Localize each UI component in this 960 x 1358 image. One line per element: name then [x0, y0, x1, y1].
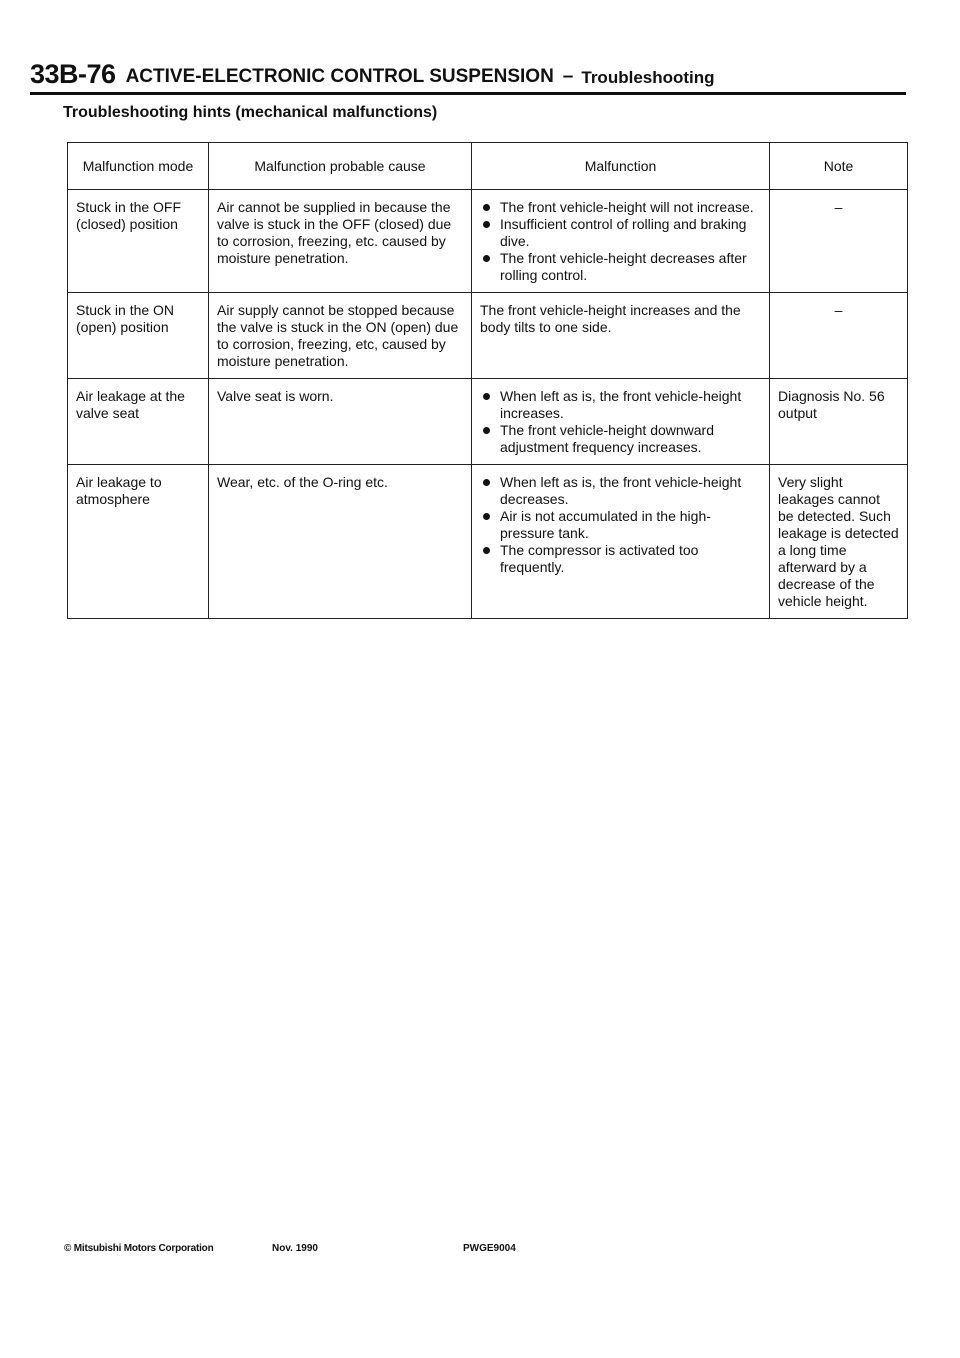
- cell-note: Very slight leakages cannot be detected. Such leakage is detected a long time afterward by a decrease of the vehicle height.: [770, 465, 908, 619]
- cell-malfunction: The front vehicle-height increases and the body tilts to one side.: [472, 293, 770, 379]
- malfunction-item: The front vehicle-height downward adjustment frequency increases.: [480, 422, 761, 456]
- column-header-malfunction: Malfunction: [472, 143, 770, 190]
- section-code: 33B-76: [30, 59, 116, 89]
- column-header-cause: Malfunction probable cause: [209, 143, 472, 190]
- cell-note: –: [770, 190, 908, 293]
- section-heading: Troubleshooting hints (mechanical malfunctions): [63, 104, 438, 121]
- cell-malfunction: [472, 379, 770, 465]
- malfunction-item: When left as is, the front vehicle-height increases.: [480, 388, 761, 422]
- page-title: ACTIVE-ELECTRONIC CONTROL SUSPENSION: [125, 66, 554, 87]
- cell-mode: Stuck in the ON (open) position: [68, 293, 209, 379]
- cell-note: Diagnosis No. 56 output: [770, 379, 908, 465]
- troubleshooting-table: [67, 142, 908, 619]
- column-header-mode: Malfunction mode: [68, 143, 209, 190]
- page-subtitle: Troubleshooting: [581, 68, 715, 87]
- table-row: [68, 190, 908, 293]
- title-separator: –: [562, 66, 574, 87]
- table-row: [68, 293, 908, 379]
- table-header-row: [68, 143, 908, 190]
- footer-doc-code: PWGE9004: [463, 1243, 516, 1254]
- column-header-note: Note: [770, 143, 908, 190]
- malfunction-item: The front vehicle-height will not increase.: [480, 199, 761, 216]
- footer-date: Nov. 1990: [272, 1243, 318, 1254]
- cell-cause: Air cannot be supplied in because the valve is stuck in the OFF (closed) due to corrosion, freezing, etc. caused by moisture penetration.: [209, 190, 472, 293]
- cell-cause: Valve seat is worn.: [209, 379, 472, 465]
- page-header: [30, 56, 906, 95]
- cell-mode: Stuck in the OFF (closed) position: [68, 190, 209, 293]
- cell-note: –: [770, 293, 908, 379]
- footer-copyright: © Mitsubishi Motors Corporation: [64, 1243, 214, 1254]
- cell-mode: Air leakage at the valve seat: [68, 379, 209, 465]
- cell-cause: Air supply cannot be stopped because the valve is stuck in the ON (open) due to corrosion, freezing, etc, caused by moisture penetration.: [209, 293, 472, 379]
- table-row: [68, 465, 908, 619]
- malfunction-item: Air is not accumulated in the high-pressure tank.: [480, 508, 761, 542]
- cell-cause: Wear, etc. of the O-ring etc.: [209, 465, 472, 619]
- malfunction-item: The compressor is activated too frequently.: [480, 542, 761, 576]
- malfunction-item: When left as is, the front vehicle-height decreases.: [480, 474, 761, 508]
- malfunction-item: The front vehicle-height decreases after rolling control.: [480, 250, 761, 284]
- cell-malfunction: [472, 465, 770, 619]
- cell-malfunction: [472, 190, 770, 293]
- table-row: [68, 379, 908, 465]
- malfunction-item: Insufficient control of rolling and braking dive.: [480, 216, 761, 250]
- cell-mode: Air leakage to atmosphere: [68, 465, 209, 619]
